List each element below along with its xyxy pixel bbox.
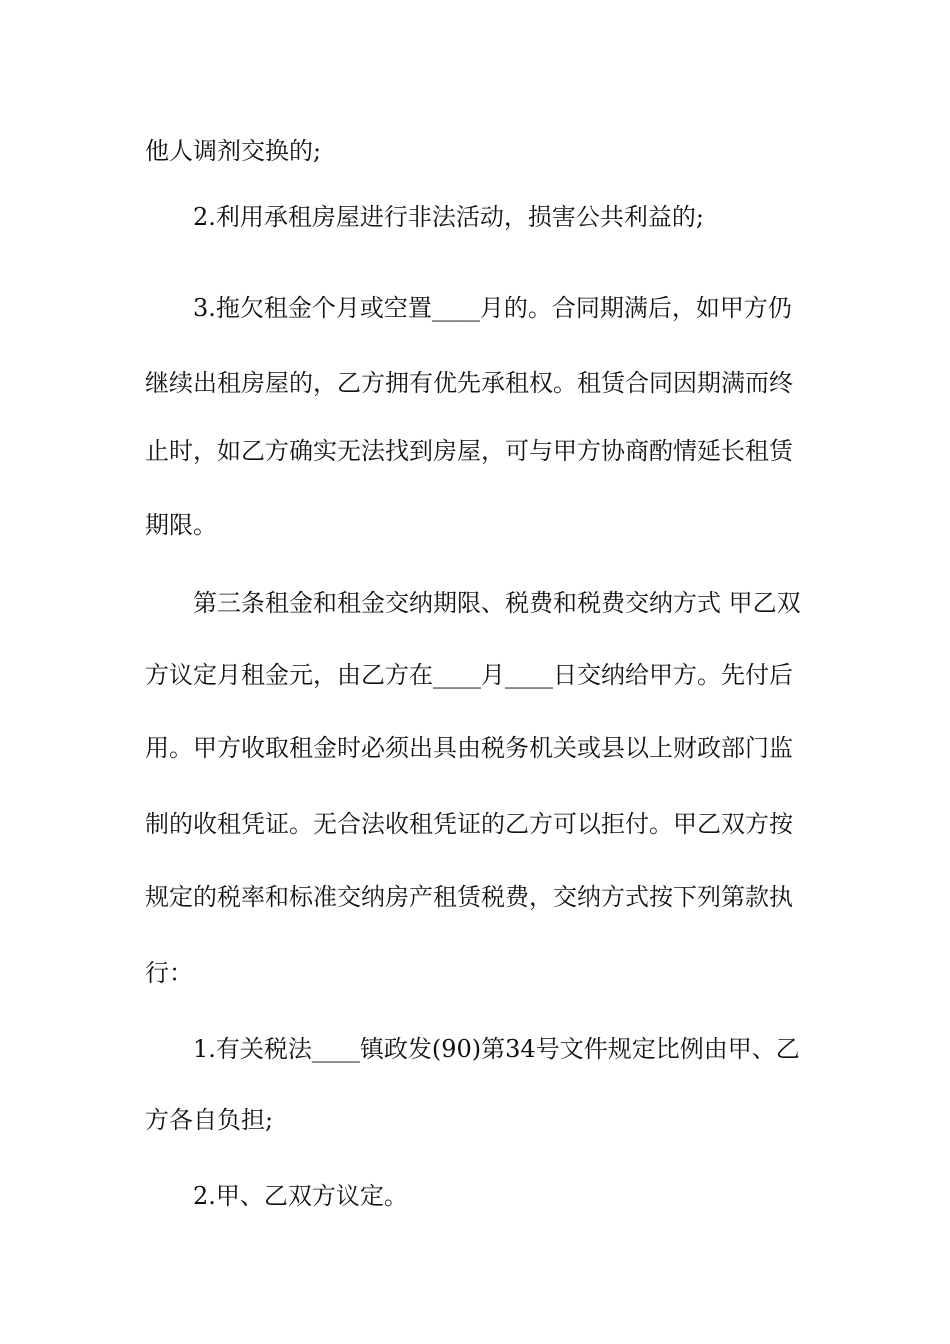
text-line: 方各自负担; xyxy=(145,1106,274,1134)
text-line: 方议定月租金元，由乙方在____月____日交纳给甲方。先付后 xyxy=(145,661,793,689)
text-line: 止时，如乙方确实无法找到房屋，可与甲方协商酌情延长租赁 xyxy=(145,437,793,465)
text-line: 期限。 xyxy=(145,511,217,539)
text-line: 2.利用承租房屋进行非法活动，损害公共利益的; xyxy=(193,203,704,231)
text-line: 行： xyxy=(145,959,193,987)
text-line: 1.有关税法____镇政发(90)第34号文件规定比例由甲、乙 xyxy=(193,1035,800,1063)
text-line: 制的收租凭证。无合法收租凭证的乙方可以拒付。甲乙双方按 xyxy=(145,810,793,838)
text-line: 他人调剂交换的; xyxy=(145,137,322,165)
text-line: 2.甲、乙双方议定。 xyxy=(193,1182,408,1210)
text-line: 3.拖欠租金个月或空置____月的。合同期满后，如甲方仍 xyxy=(193,294,792,322)
text-line: 第三条租金和租金交纳期限、税费和税费交纳方式 甲乙双 xyxy=(193,589,801,617)
text-line: 规定的税率和标准交纳房产租赁税费，交纳方式按下列第款执 xyxy=(145,883,793,911)
text-line: 用。甲方收取租金时必须出具由税务机关或县以上财政部门监 xyxy=(145,734,793,762)
text-line: 继续出租房屋的，乙方拥有优先承租权。租赁合同因期满而终 xyxy=(145,369,793,397)
